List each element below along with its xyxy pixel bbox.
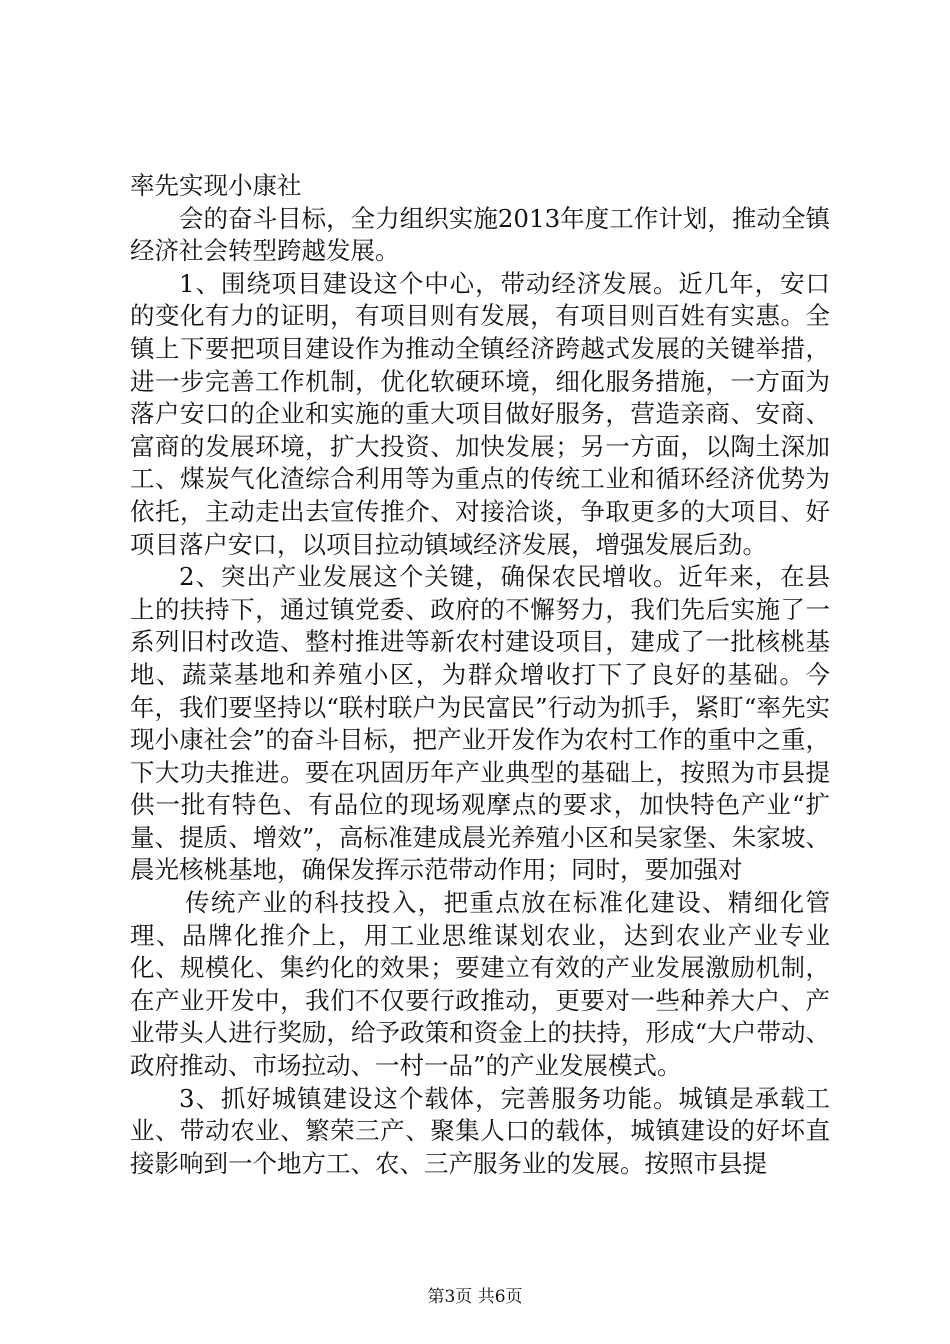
paragraph-town-construction: 3、抓好城镇建设这个载体，完善服务功能。城镇是承载工业、带动农业、繁荣三产、聚集人口的载体，城镇建设的好坏直接影响到一个地方工、农、三产服务业的发展。按照市县提: [130, 1083, 830, 1178]
page-number-footer: 第3页 共6页: [427, 1287, 523, 1307]
paragraph-industry-development: 2、突出产业发展这个关键，确保农民增收。近年来，在县上的扶持下，通过镇党委、政府的不懈努力，我们先后实施了一系列旧村改造、整村推进等新农村建设项目，建成了一批核桃基地、蔬菜基地和养殖小区，为群众增收打下了良好的基础。今年，我们要坚持以“联村联户为民富民”行动为抓手，紧盯“率先实现小康社会”的奋斗目标，把产业开发作为农村工作的重中之重，下大功夫推进。要在巩固历年产业典型的基础上，按照为市县提供一批有特色、有品位的现场观摩点的要求，加快特色产业“扩量、提质、增效”，高标准建成晨光养殖小区和吴家堡、朱家坡、晨光核桃基地，确保发挥示范带动作用；同时，要加强对: [130, 562, 830, 885]
paragraph-project-construction: 1、围绕项目建设这个中心，带动经济发展。近几年，安口的变化有力的证明，有项目则有发展，有项目则百姓有实惠。全镇上下要把项目建设作为推动全镇经济跨越式发展的关键举措，进一步完善工作机制，优化软硬环境，细化服务措施，一方面为落户安口的企业和实施的重大项目做好服务，营造亲商、安商、富商的发展环境，扩大投资、加快发展；另一方面，以陶土深加工、煤炭气化渣综合利用等为重点的传统工业和循环经济优势为依托，主动走出去宣传推介、对接洽谈，争取更多的大项目、好项目落户安口，以项目拉动镇域经济发展，增强发展后劲。: [130, 268, 830, 559]
paragraph-goal: 会的奋斗目标，全力组织实施2013年度工作计划，推动全镇经济社会转型跨越发展。: [130, 203, 830, 266]
paragraph-heading-fragment: 率先实现小康社: [130, 171, 302, 200]
document-body: [130, 170, 830, 1180]
paragraph-traditional-industry: 传统产业的科技投入，把重点放在标准化建设、精细化管理、品牌化推介上，用工业思维谋划农业，达到农业产业专业化、规模化、集约化的效果；要建立有效的产业发展激励机制，在产业开发中，我们不仅要行政推动，更要对一些种养大户、产业带头人进行奖励，给予政策和资金上的扶持，形成“大户带动、政府推动、市场拉动、一村一品”的产业发展模式。: [130, 888, 830, 1081]
